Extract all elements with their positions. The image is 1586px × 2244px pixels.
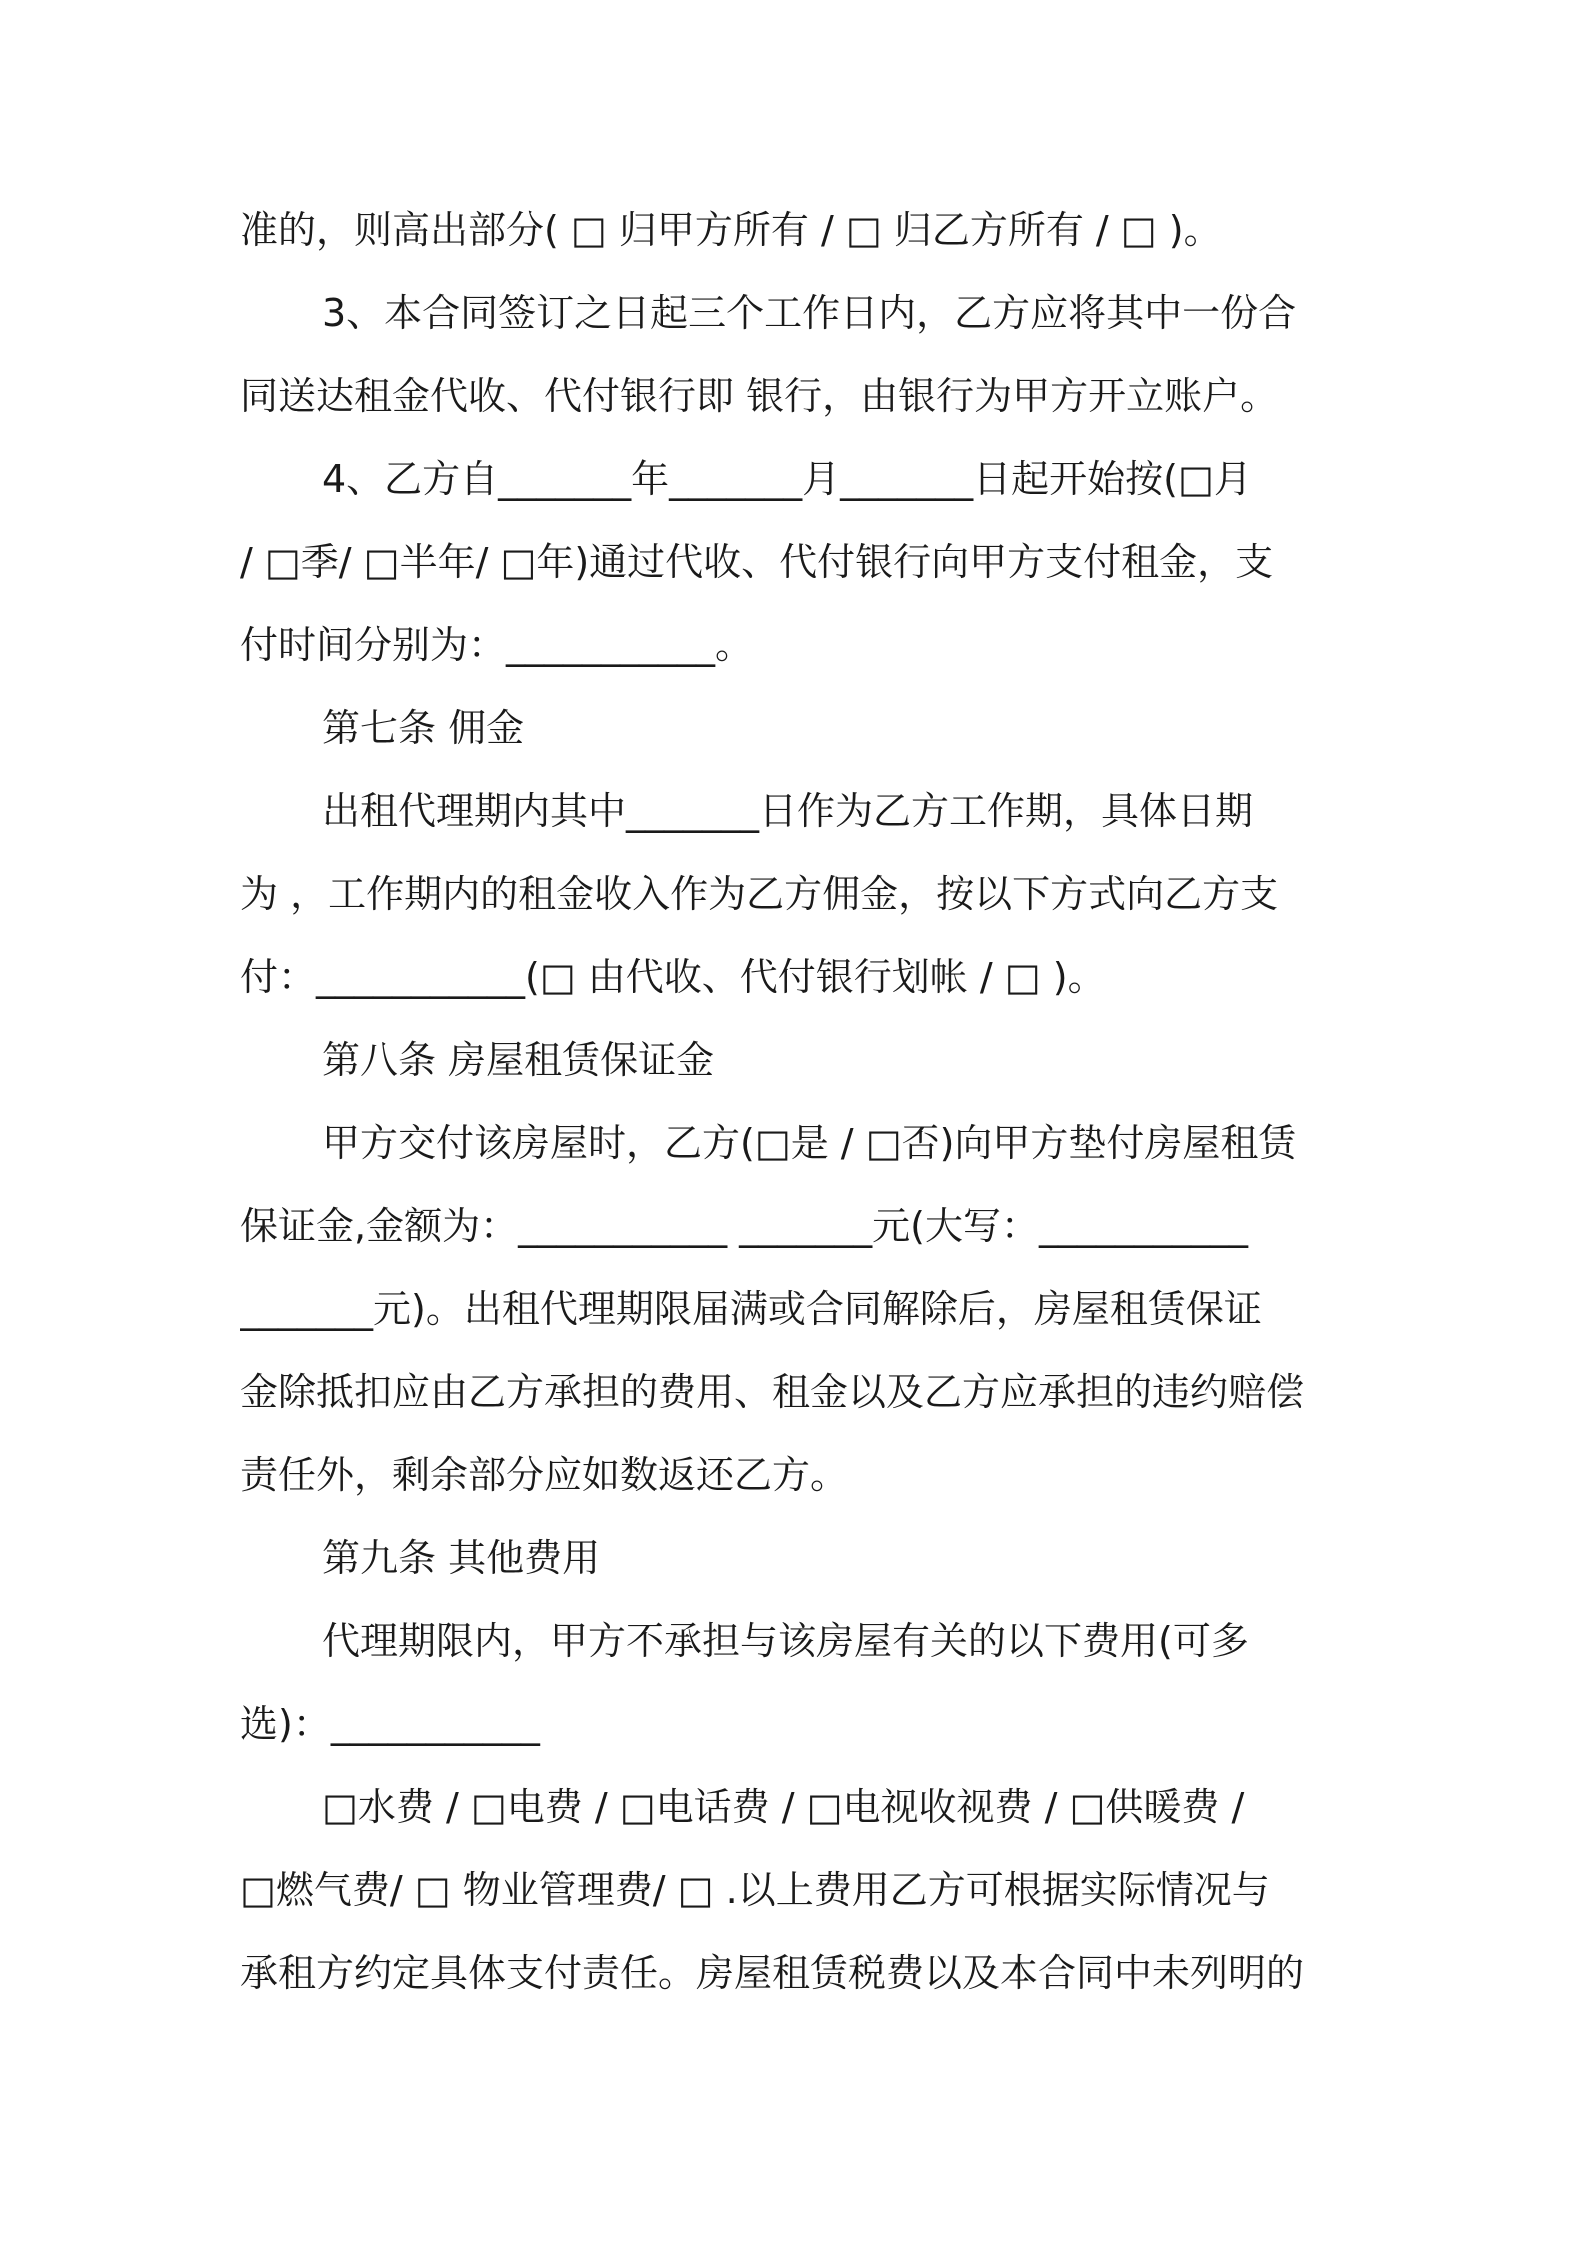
text-line-13: 保证金,金额为：___________ _______元(大写：___________	[240, 1204, 1248, 1248]
text-line-6: 付时间分别为：___________。	[240, 623, 754, 667]
text-line-9: 为 ，工作期内的租金收入作为乙方佣金，按以下方式向乙方支	[240, 872, 1279, 916]
section-heading-9: 第九条 其他费用	[322, 1536, 601, 1580]
text-line-20: □水费 / □电费 / □电话费 / □电视收视费 / □供暖费 /	[322, 1785, 1245, 1829]
text-line-19: 选)：___________	[240, 1702, 540, 1746]
text-line-5: / □季/ □半年/ □年)通过代收、代付银行向甲方支付租金，支	[240, 540, 1274, 584]
text-line-10: 付：___________(□ 由代收、代付银行划帐 / □ )。	[240, 955, 1106, 999]
text-line-3: 同送达租金代收、代付银行即 银行，由银行为甲方开立账户。	[240, 374, 1279, 418]
text-line-8: 出租代理期内其中_______日作为乙方工作期，具体日期	[322, 789, 1254, 833]
section-heading-8: 第八条 房屋租赁保证金	[322, 1038, 715, 1082]
text-line-14: _______元)。出租代理期限届满或合同解除后，房屋租赁保证	[240, 1287, 1262, 1331]
text-line-21: □燃气费/ □ 物业管理费/ □ .以上费用乙方可根据实际情况与	[240, 1868, 1270, 1912]
text-line-4: 4、乙方自_______年_______月_______日起开始按(□月	[322, 457, 1252, 501]
text-line-16: 责任外，剩余部分应如数返还乙方。	[240, 1453, 849, 1497]
text-line-1: 准的，则高出部分( □ 归甲方所有 / □ 归乙方所有 / □ )。	[240, 208, 1222, 252]
text-line-2: 3、本合同签订之日起三个工作日内，乙方应将其中一份合	[322, 291, 1297, 335]
text-line-22: 承租方约定具体支付责任。房屋租赁税费以及本合同中未列明的	[240, 1951, 1305, 1995]
text-line-15: 金除抵扣应由乙方承担的费用、租金以及乙方应承担的违约赔偿	[240, 1370, 1305, 1414]
text-line-18: 代理期限内，甲方不承担与该房屋有关的以下费用(可多	[322, 1619, 1249, 1663]
text-line-12: 甲方交付该房屋时，乙方(□是 / □否)向甲方垫付房屋租赁	[322, 1121, 1297, 1165]
section-heading-7: 第七条 佣金	[322, 706, 525, 750]
